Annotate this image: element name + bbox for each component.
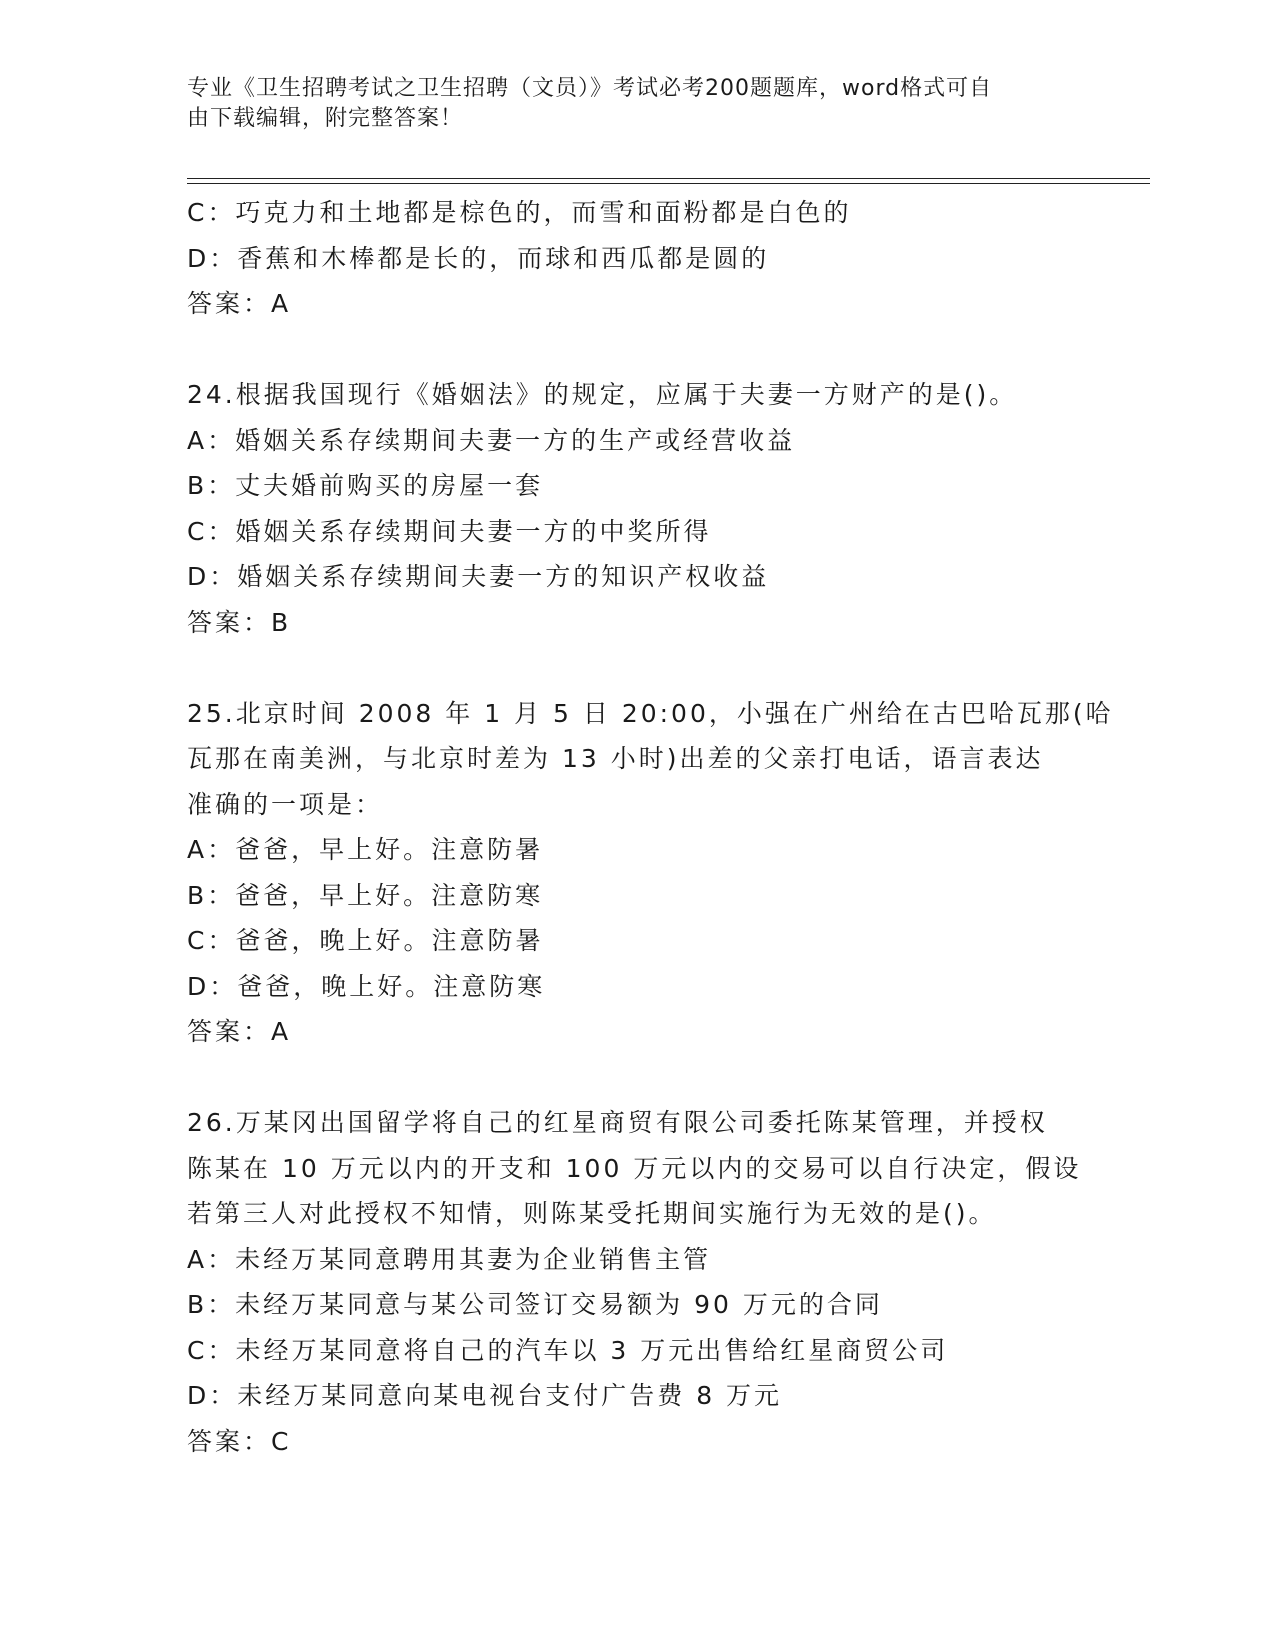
option-a: A：未经万某同意聘用其妻为企业销售主管 [187, 1244, 712, 1274]
header-divider-bottom [187, 183, 1150, 184]
header-line-2: 由下载编辑，附完整答案！ [187, 106, 464, 131]
question-stem-line-2: 瓦那在南美洲，与北京时差为 13 小时)出差的父亲打电话，语言表达 [187, 744, 1044, 773]
question-23 [187, 190, 1087, 327]
question-stem-line-3: 准确的一项是： [187, 789, 384, 819]
header-line-1: 专业《卫生招聘考试之卫生招聘（文员）》考试必考200题题库，word格式可自 [187, 76, 993, 101]
option-b: B：未经万某同意与某公司签订交易额为 90 万元的合同 [187, 1290, 883, 1319]
answer-line: 答案：A [187, 1017, 292, 1046]
question-25 [187, 691, 1114, 1055]
question-stem: 24.根据我国现行《婚姻法》的规定，应属于夫妻一方财产的是()。 [187, 380, 1018, 409]
option-b: B：丈夫婚前购买的房屋一套 [187, 471, 544, 500]
question-stem-line-2: 陈某在 10 万元以内的开支和 100 万元以内的交易可以自行决定，假设 [187, 1153, 1082, 1183]
question-stem-line-1: 25.北京时间 2008 年 1 月 5 日 20:00，小强在广州给在古巴哈瓦那(哈 [187, 698, 1114, 728]
header-divider-top [187, 178, 1150, 179]
spacer [187, 645, 1087, 691]
option-d: D：未经万某同意向某电视台支付广告费 8 万元 [187, 1381, 783, 1410]
option-b: B：爸爸，早上好。注意防寒 [187, 880, 544, 910]
answer-line: 答案：C [187, 1426, 292, 1456]
question-26 [187, 1100, 1087, 1464]
document-header [187, 74, 1067, 134]
option-c: C：婚姻关系存续期间夫妻一方的中奖所得 [187, 516, 712, 546]
option-d: D：婚姻关系存续期间夫妻一方的知识产权收益 [187, 562, 770, 591]
question-stem-line-1: 26.万某冈出国留学将自己的红星商贸有限公司委托陈某管理，并授权 [187, 1108, 1048, 1137]
option-a: A：婚姻关系存续期间夫妻一方的生产或经营收益 [187, 425, 796, 455]
option-c: C：爸爸，晚上好。注意防暑 [187, 926, 544, 955]
option-c: C：巧克力和土地都是棕色的，而雪和面粉都是白色的 [187, 198, 852, 227]
question-stem-line-3: 若第三人对此授权不知情，则陈某受托期间实施行为无效的是()。 [187, 1199, 997, 1228]
question-24 [187, 372, 1087, 645]
spacer [187, 1055, 1087, 1101]
answer-line: 答案：A [187, 289, 292, 318]
option-d: D：爸爸，晚上好。注意防寒 [187, 971, 546, 1001]
question-list [187, 190, 1114, 1464]
option-c: C：未经万某同意将自己的汽车以 3 万元出售给红星商贸公司 [187, 1335, 949, 1365]
option-d: D：香蕉和木棒都是长的，而球和西瓜都是圆的 [187, 243, 770, 273]
answer-line: 答案：B [187, 607, 292, 637]
spacer [187, 327, 1087, 373]
option-a: A：爸爸，早上好。注意防暑 [187, 835, 544, 864]
